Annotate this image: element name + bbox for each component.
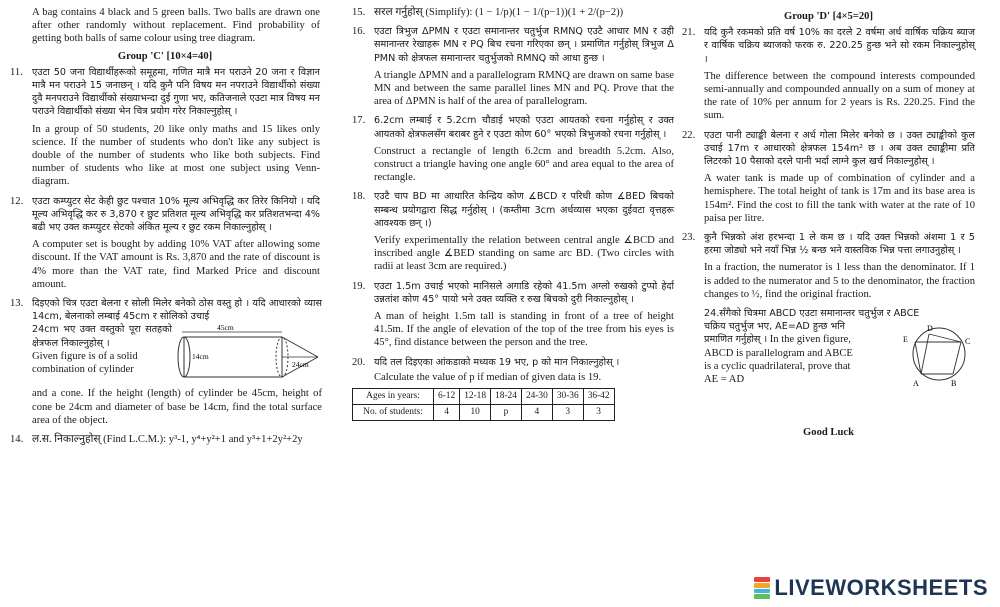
question-17-nepali: 6.2cm लम्बाई र 5.2cm चौडाई भएको एउटा आयतको रचना गर्नुहोस् र उक्त आयतको क्षेत्रफलसँग बराबर हुने र एउटा कोण 60° भएको त्रिभुजको रचना गर्नुहोस् । bbox=[374, 115, 674, 140]
fig-label-24cm: 24cm bbox=[292, 360, 309, 370]
question-23: 23. कुनै भिन्नको अंश हरभन्दा 1 ले कम छ । यदि उक्त भिन्नको अंशमा 1 र 5 हरमा जोड्यो भने नयाँ भिन्न ½ बन्छ भने वास्तविक भिन्न पत्ता लगाउनुहोस् । In a fraction, the numerator is 1 less than the denominator. If 1 is added to the numerator and 5 to the denominator, the fraction changes to ½, find the original fraction. bbox=[682, 232, 975, 300]
logo-bar-blue bbox=[754, 589, 770, 594]
question-13-nepali: दिइएको चित्र एउटा बेलना र सोली मिलेर बनेको ठोस वस्तु हो । यदि आधारको व्यास 14cm, बेलनाको लम्बाई 45cm र सोलिको उचाई bbox=[32, 298, 322, 323]
question-16-english: A triangle ΔPMN and a parallelogram RMNQ are drawn on same base MN and between the same parallel lines MN and PQ. Prove that the area of ΔPMN is half of the area of parallelogram. bbox=[374, 69, 674, 108]
label-B: B bbox=[951, 379, 957, 389]
question-13-english: and a cone. If the height (length) of cylinder be 45cm, height of cone be 24cm and diameter of base be 14cm, find the total surface area of the object. bbox=[32, 388, 322, 426]
label-A: A bbox=[913, 379, 919, 389]
question-22-english: A water tank is made up of combination of cylinder and a hemisphere. The total height of tank is 17m and its base area is 154m². Find the cost to fill the tank with water at the rate of 10 paisa per litre. bbox=[704, 173, 975, 224]
question-24-nepali: 24.सँगैको चित्रमा ABCD एउटा समानान्तर चतुर्भुज र ABCE bbox=[704, 308, 920, 320]
group-c-heading: Group 'C' [10×4=40] bbox=[117, 50, 213, 62]
question-22: 22. एउटा पानी ट्याङ्की बेलना र अर्ध गोला मिलेर बनेको छ । उक्त ट्याङ्कीको कुल उचाई 17m र आधारको क्षेत्रफल 154m² छ । अब उक्त ट्याङ्कीमा प्रति लिटरको 10 पैसाको दरले पानी भर्दा लाग्ने कुल खर्च निकाल्नुहोस् । A water tank is made up of combination of cylinder and a hemisphere. The total height of tank is 17m and its base area is 154m². Find the cost to fill the tank with water at the rate of 10 paisa per litre. bbox=[682, 129, 975, 224]
question-23-nepali: कुनै भिन्नको अंश हरभन्दा 1 ले कम छ । यदि उक्त भिन्नको अंशमा 1 र 5 हरमा जोड्यो भने नयाँ भिन्न ½ बन्छ भने वास्तविक भिन्न पत्ता लगाउनुहोस् । bbox=[704, 232, 975, 257]
logo-bar-green bbox=[754, 594, 770, 599]
question-17-english: Construct a rectangle of length 6.2cm and breadth 5.2cm. Also, construct a triangle having one angle 60° and area equal to the area of rectangle. bbox=[374, 145, 674, 184]
liveworksheets-logo[interactable] bbox=[754, 575, 988, 601]
question-17: 17. 6.2cm लम्बाई र 5.2cm चौडाई भएको एउटा आयतको रचना गर्नुहोस् र उक्त आयतको क्षेत्रफलसँग बराबर हुने र एउटा कोण 60° भएको त्रिभुजको रचना गर्नुहोस् । Construct a rectangle of length 6.2cm and breadth 5.2cm. Also, construct a triangle having one angle 60° and area equal to the area of rectangle. bbox=[352, 115, 674, 184]
ages-row: Ages in years: 6-12 12-18 18-24 24-30 30-36 36-42 bbox=[353, 389, 615, 405]
question-24: 24.सँगैको चित्रमा ABCD एउटा समानान्तर चतुर्भुज र ABCE चक्रिय चतुर्भुज भए, AE=AD हुन्छ भनि प्रमाणित गर्नुहोस् । In the given figure, ABCD is parallelogram and ABCE is a cyclic quadrilateral, prove that AE = AD E D C A B bbox=[682, 307, 975, 390]
question-14-text: ल.स. निकाल्नुहोस् (Find L.C.M.): y³-1, y⁴+y²+1 and y³+1+2y²+2y bbox=[32, 434, 303, 446]
cyclic-quadrilateral-figure bbox=[895, 320, 975, 390]
question-18: 18. एउटै चाप BD मा आधारित केन्द्रिय कोण ∡BCD र परिधी कोण ∡BED बिचको सम्बन्ध प्रयोगद्वारा सिद्ध गर्नुहोस् । (कम्तीमा 3cm अर्धव्यास भएका दुईवटा वृत्तहरू आवश्यक छन् ।) Verify experimentally the relation between central angle ∡BCD and inscribed angle ∡BED standing on same arc BD. (Two circles with radii at least 3cm are required.) bbox=[352, 191, 674, 273]
question-18-nepali: एउटै चाप BD मा आधारित केन्द्रिय कोण ∡BCD र परिधी कोण ∡BED बिचको सम्बन्ध प्रयोगद्वारा सिद्ध गर्नुहोस् । (कम्तीमा 3cm अर्धव्यास भएका दुईवटा वृत्तहरू आवश्यक छन् ।) bbox=[374, 191, 674, 229]
question-20-nepali: यदि तल दिइएका आंकडाको मध्यक 19 भए, p को मान निकाल्नुहोस् । bbox=[374, 356, 620, 368]
question-23-english: In a fraction, the numerator is 1 less than the denominator. If 1 is added to the numerator and 5 to the denominator, the fraction changes to ½, find the original fraction. bbox=[704, 262, 975, 300]
group-d-heading: Group 'D' [4×5=20] bbox=[784, 11, 873, 22]
question-20: 20. यदि तल दिइएका आंकडाको मध्यक 19 भए, p को मान निकाल्नुहोस् । Calculate the value of p if median of given data is 19. bbox=[352, 356, 674, 384]
question-21-english: The difference between the compound interests compounded semi-annually and compounded annually on a sum of money at the rate of 10% per annum for 2 years is Rs. 220.25. Find the sum. bbox=[704, 70, 975, 122]
question-19-nepali: एउटा 1.5m उचाई भएको मानिसले अगाडि रहेको 41.5m अग्लो रुखको टुप्पो हेर्दा उन्नतांश कोण 45° पायो भने उक्त व्यक्ति र रुख बिचको दुरी निकाल्नुहोस् । bbox=[374, 280, 674, 305]
logo-bar-red bbox=[754, 577, 770, 582]
question-21-nepali: यदि कुनै रकमको प्रति वर्ष 10% का दरले 2 वर्षमा अर्ध वार्षिक चक्रिय ब्याज र वार्षिक चक्रिय ब्याजको फरक रु. 220.25 हुन्छ भने सो रकम निकाल्नुहोस् । bbox=[704, 27, 975, 65]
question-21: 21. यदि कुनै रकमको प्रति वर्ष 10% का दरले 2 वर्षमा अर्ध वार्षिक चक्रिय ब्याज र वार्षिक चक्रिय ब्याजको फरक रु. 220.25 हुन्छ भने सो रकम निकाल्नुहोस् । The difference between the compound interests compounded semi-annually and compounded annually on a sum of money at the rate of 10% per annum for 2 years is Rs. 220.25. Find the sum. bbox=[682, 27, 975, 122]
question-13: 13. दिइएको चित्र एउटा बेलना र सोली मिलेर बनेको ठोस वस्तु हो । यदि आधारको व्यास 14cm, बेलनाको लम्बाई 45cm र सोलिको उचाई 24cm भए उक्त वस्तुको पूरा सतहको क्षेत्रफल निकाल्नुहोस् । Given figure is of a solid combination of cylinder 45cm 14cm 24cm and a cone. If the height (length) of cylinder be 45cm, height of cone be 24cm and diameter of base be 14cm, find the total surface area of the object. bbox=[10, 298, 322, 426]
ages-table bbox=[352, 388, 615, 421]
logo-text: LIVEWORKSHEETS bbox=[774, 575, 988, 600]
probability-question: A bag contains 4 black and 5 green balls. Two balls are drawn one after other randomly without replacement. Find probability of getting both balls of same colour using tree diagram. bbox=[32, 7, 320, 45]
students-row: No. of students: 4 10 p 4 3 3 bbox=[353, 405, 615, 421]
question-12-english: A computer set is bought by adding 10% VAT after allowing some discount. If the VAT amount is Rs. 3,870 and the rate of discount is 4% more than the VAT rate, find Marked Price and discount amount. bbox=[32, 239, 320, 290]
label-D: D bbox=[927, 324, 933, 334]
question-16-nepali: एउटा त्रिभुज ΔPMN र एउटा समानान्तर चतुर्भुज RMNQ एउटै आधार MN र उही समानान्तर रेखाहरू MN र PQ बिच रचना गरिएका छन् । प्रमाणित गर्नुहोस् त्रिभुज Δ PMN को क्षेत्रफल समानान्तर चतुर्भुजको RMNQ को आधा हुन्छ । bbox=[374, 26, 674, 64]
question-12-nepali: एउटा कम्प्युटर सेट केही छुट पश्चात 10% मूल्य अभिवृद्धि कर तिरेर किनियो । यदि मूल्य अभिवृद्धि कर रु 3,870 र छुट प्रतिशत मूल्य अभिवृद्धि कर प्रतिशतभन्दा 4% बढी भए उक्त कम्प्युटर सेटको अंकित मूल्य र छुट रकम निकाल्नुहोस् । bbox=[32, 195, 320, 234]
column-left bbox=[10, 6, 320, 452]
question-20-english: Calculate the value of p if median of given data is 19. bbox=[374, 371, 602, 383]
question-22-nepali: एउटा पानी ट्याङ्की बेलना र अर्ध गोला मिलेर बनेको छ । उक्त ट्याङ्कीको कुल उचाई 17m र आधारको क्षेत्रफल 154m² छ । अब उक्त ट्याङ्कीमा प्रति लिटरको 10 पैसाको दरले पानी भर्दा लाग्ने कुल खर्च निकाल्नुहोस् । bbox=[704, 129, 975, 168]
fig-label-14cm: 14cm bbox=[192, 352, 209, 362]
column-right bbox=[682, 6, 975, 439]
question-11: 11. एउटा 50 जना विद्यार्थीहरूको समूहमा, गणित मात्रै मन पराउने 20 जना र विज्ञान मात्रै मन पराउने 15 जनाछन् । यदि कुनै पनि विषय मन नपराउने विद्यार्थीको संख्या दुवै मनपराउने विद्यार्थीको संख्याभन्दा दुई गुणा भए, कतिजनाले एउटा मात्र विषय मन पराउने विद्यार्थीको संख्या भेन चित्र प्रयोग गरेर निकाल्नुहोस् । In a group of 50 students, 20 like only maths and 15 likes only science. If the number of students who don't like any subject is double of the number of students who like both subjects. Find number of students who like at most one subject using Venn-diagram. bbox=[10, 66, 320, 188]
question-15: 15. सरल गर्नुहोस् (Simplify): (1 − 1/p)(1 − 1/(p−1))(1 + 2/(p−2)) bbox=[352, 6, 674, 23]
question-12: 12. एउटा कम्प्युटर सेट केही छुट पश्चात 10% मूल्य अभिवृद्धि कर तिरेर किनियो । यदि मूल्य अभिवृद्धि कर रु 3,870 र छुट प्रतिशत मूल्य अभिवृद्धि कर प्रतिशतभन्दा 4% बढी भए उक्त कम्प्युटर सेटको अंकित मूल्य र छुट रकम निकाल्नुहोस् । A computer set is bought by adding 10% VAT after allowing some discount. If the VAT amount is Rs. 3,870 and the rate of discount is 4% more than the VAT rate, find Marked Price and discount amount. bbox=[10, 195, 320, 290]
question-11-nepali: एउटा 50 जना विद्यार्थीहरूको समूहमा, गणित मात्रै मन पराउने 20 जना र विज्ञान मात्रै मन पराउने 15 जनाछन् । यदि कुनै पनि विषय मन नपराउने विद्यार्थीको संख्या दुवै मनपराउने विद्यार्थीको संख्याभन्दा दुई गुणा भए, कतिजनाले एउटा मात्र विषय मन पराउने विद्यार्थीको संख्या भेन चित्र प्रयोग गरेर निकाल्नुहोस् । bbox=[32, 66, 320, 118]
question-14: 14. ल.स. निकाल्नुहोस् (Find L.C.M.): y³-1, y⁴+y²+1 and y³+1+2y²+2y bbox=[10, 433, 320, 450]
good-luck: Good Luck bbox=[803, 427, 854, 439]
question-19-english: A man of height 1.5m tall is standing in front of a tree of height 41.5m. If the angle of elevation of the top of the tree from his eyes is 45°, find distance between the person and the tree. bbox=[374, 311, 674, 349]
cylinder-cone-figure bbox=[172, 323, 322, 387]
column-middle bbox=[352, 6, 674, 421]
logo-bar-orange bbox=[754, 583, 770, 588]
label-E: E bbox=[903, 335, 908, 345]
question-19: 19. एउटा 1.5m उचाई भएको मानिसले अगाडि रहेको 41.5m अग्लो रुखको टुप्पो हेर्दा उन्नतांश कोण 45° पायो भने उक्त व्यक्ति र रुख बिचको दुरी निकाल्नुहोस् । A man of height 1.5m tall is standing in front of a tree of height 41.5m. If the angle of elevation of the top of the tree from his eyes is 45°, find distance between the person and the tree. bbox=[352, 280, 674, 349]
question-15-text: सरल गर्नुहोस् (Simplify): (1 − 1/p)(1 − 1/(p−1))(1 + 2/(p−2)) bbox=[374, 7, 624, 18]
question-11-english: In a group of 50 students, 20 like only maths and 15 likes only science. If the number of students who don't like any subject is double of the number of students who like both subjects. Find number of students who like at most one subject using Venn-diagram. bbox=[32, 123, 320, 188]
question-18-english: Verify experimentally the relation between central angle ∡BCD and inscribed angle ∡BED standing on same arc BD. (Two circles with radii at least 3cm are required.) bbox=[374, 235, 674, 273]
fig-label-45cm: 45cm bbox=[217, 323, 234, 333]
logo-icon bbox=[754, 577, 770, 599]
question-16: 16. एउटा त्रिभुज ΔPMN र एउटा समानान्तर चतुर्भुज RMNQ एउटै आधार MN र उही समानान्तर रेखाहरू MN र PQ बिच रचना गरिएका छन् । प्रमाणित गर्नुहोस् त्रिभुज Δ PMN को क्षेत्रफल समानान्तर चतुर्भुजको RMNQ को आधा हुन्छ । A triangle ΔPMN and a parallelogram RMNQ are drawn on same base MN and between the same parallel lines MN and PQ. Prove that the area of ΔPMN is half of the area of parallelogram. bbox=[352, 26, 674, 108]
label-C: C bbox=[965, 337, 971, 347]
